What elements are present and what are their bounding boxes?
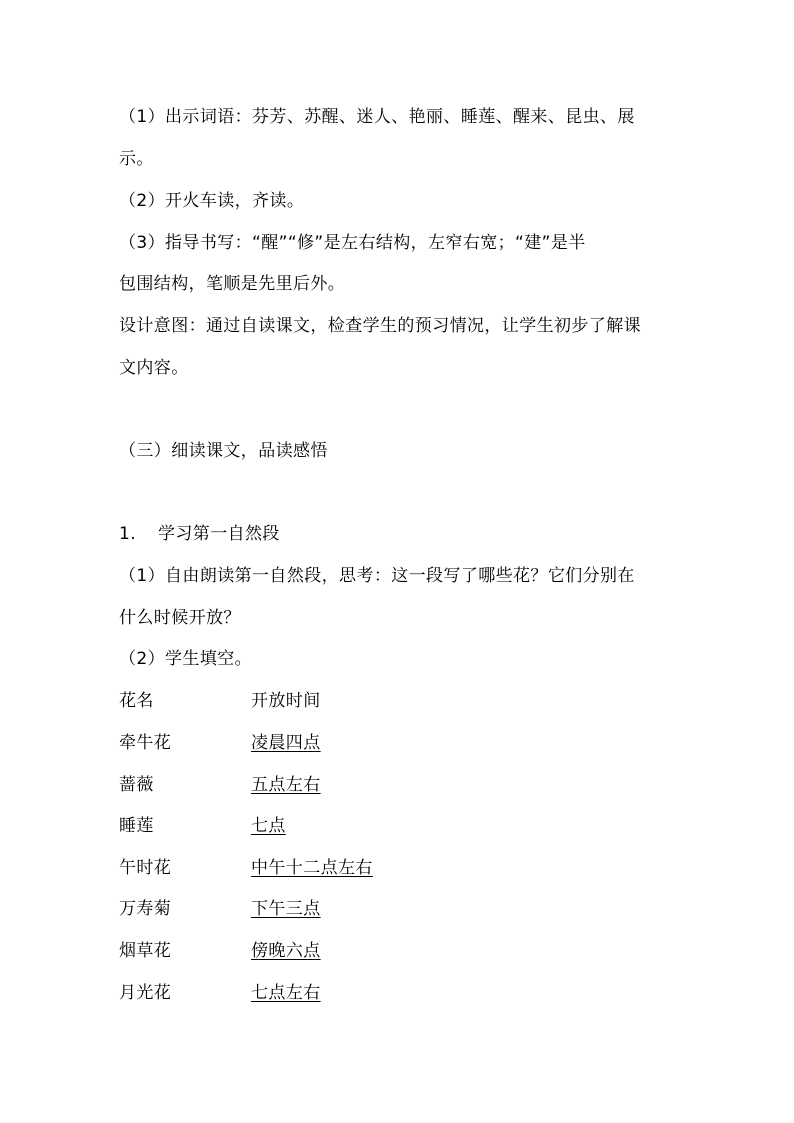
flower-name: 万寿菊 (119, 899, 172, 919)
bloom-time: 七点 (251, 816, 286, 836)
paragraph-2: （2）开火车读，齐读。 (119, 191, 305, 211)
flower-name: 烟草花 (119, 941, 172, 961)
question-1-line-1: （1）自由朗读第一自然段，思考：这一段写了哪些花？它们分别在 (119, 566, 635, 586)
header-flower-name: 花名 (119, 691, 154, 711)
question-1-line-2: 什么时候开放？ (119, 608, 241, 628)
numbered-item-1 (119, 523, 280, 545)
bloom-time: 傍晚六点 (251, 941, 321, 961)
flower-name: 月光花 (119, 983, 172, 1003)
flower-name: 午时花 (119, 858, 172, 878)
design-intent-line-1: 设计意图：通过自读课文，检查学生的预习情况，让学生初步了解课 (119, 316, 641, 336)
item-title: 学习第一自然段 (158, 524, 280, 544)
flower-name: 睡莲 (119, 816, 154, 836)
design-intent-line-2: 文内容。 (119, 358, 189, 378)
paragraph-3-line-2: 包围结构，笔顺是先里后外。 (119, 274, 346, 294)
bloom-time: 七点左右 (251, 983, 321, 1003)
section-heading: （三）细读课文，品读感悟 (119, 441, 328, 461)
bloom-time: 中午十二点左右 (251, 858, 373, 878)
bloom-time: 五点左右 (251, 775, 321, 795)
flower-name: 牵牛花 (119, 733, 172, 753)
paragraph-1-line-2: 示。 (119, 149, 154, 169)
flower-name: 蔷薇 (119, 775, 154, 795)
bloom-time: 下午三点 (251, 899, 321, 919)
header-bloom-time: 开放时间 (251, 691, 321, 711)
paragraph-3-line-1: （3）指导书写：“醒”“修”是左右结构，左窄右宽；“建”是半 (119, 233, 586, 253)
paragraph-1-line-1: （1）出示词语：芬芳、苏醒、迷人、艳丽、睡莲、醒来、昆虫、展 (119, 107, 635, 127)
question-2: （2）学生填空。 (119, 649, 253, 669)
item-number: 1. (119, 524, 137, 544)
bloom-time: 凌晨四点 (251, 733, 321, 753)
